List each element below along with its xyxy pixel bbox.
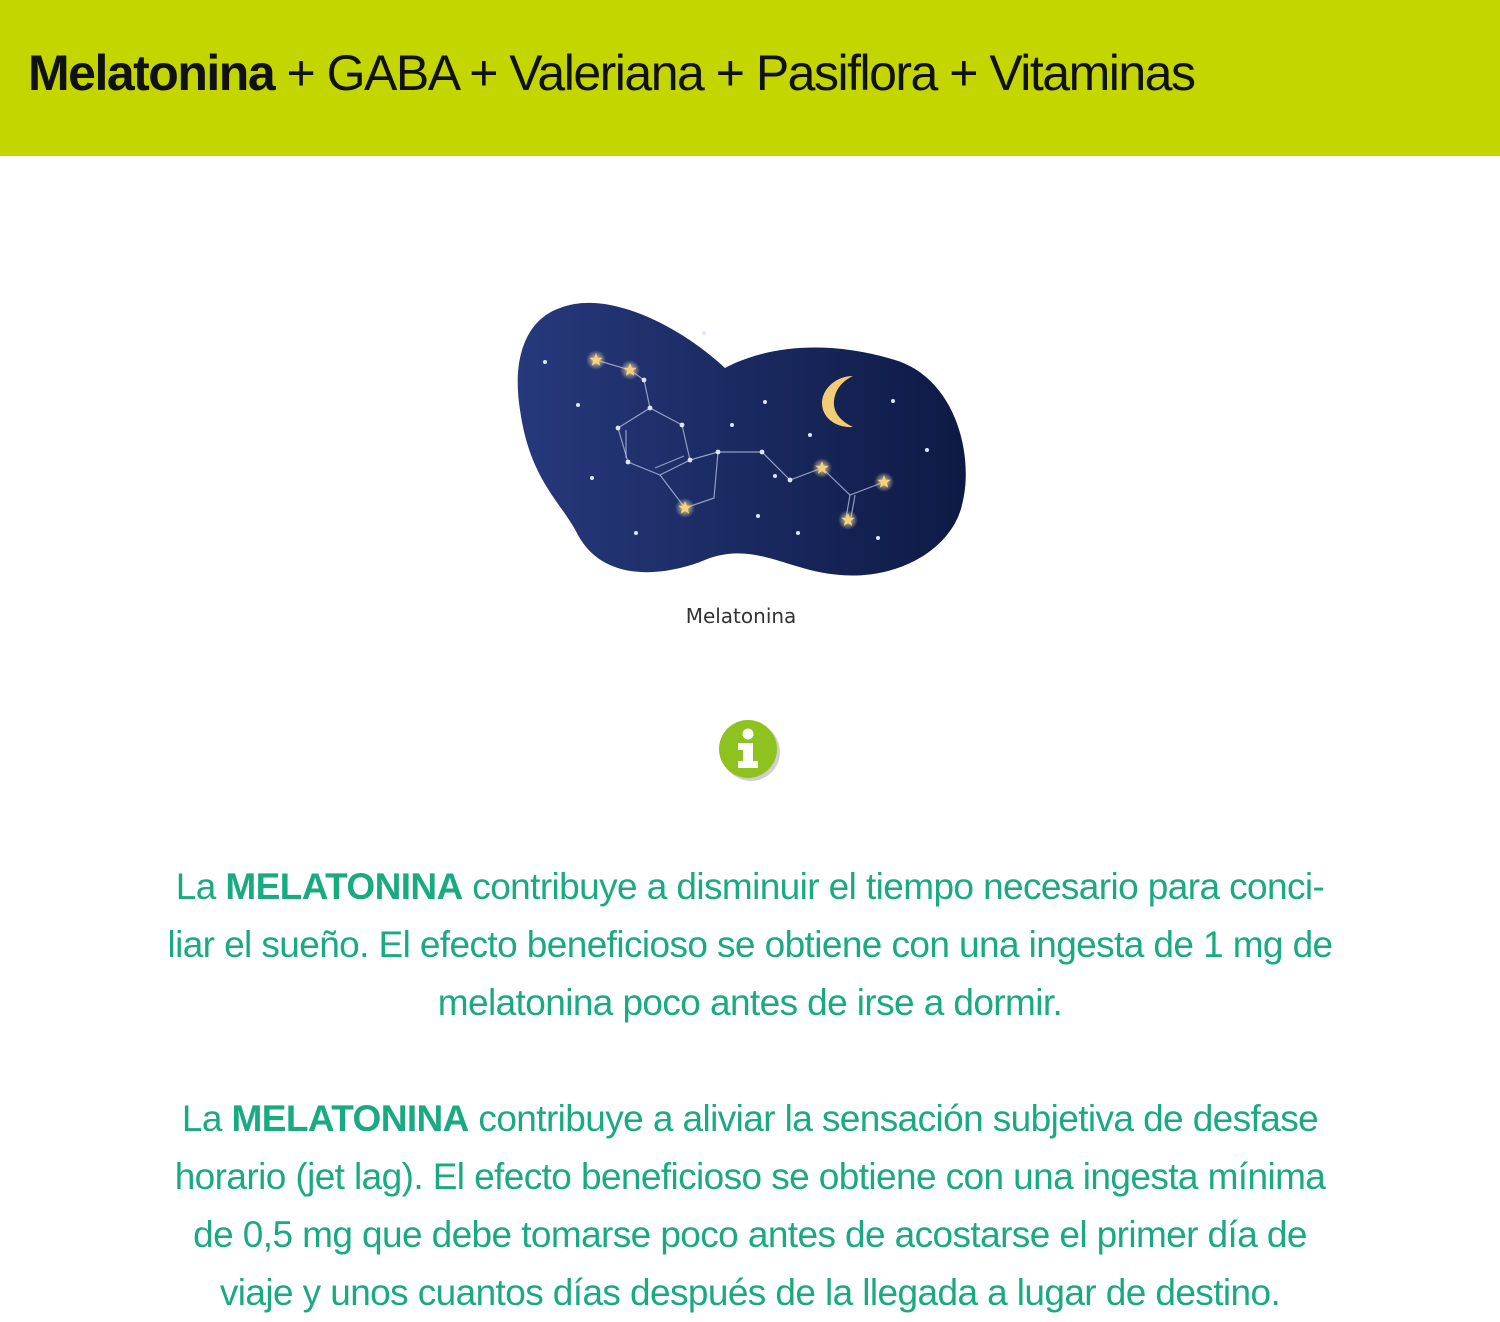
info-icon	[716, 717, 782, 783]
title-ingredients: + GABA + Valeriana + Pasiflora + Vitaminas	[274, 45, 1195, 101]
illustration-caption: Melatonina	[685, 604, 797, 628]
paragraph-text: contribuye a disminuir el tiempo necesario para conci- liar el sueño. El efecto beneficioso se obtiene con una ingesta de 1 mg de melatonina poco antes de irse a dormir.	[167, 866, 1333, 1023]
melatonin-jetlag-paragraph	[160, 1090, 1340, 1322]
paragraph-emphasis: MELATONINA	[231, 1098, 469, 1139]
paragraph-text: contribuye a aliviar la sensación subjetiva de desfase horario (jet lag). El efecto beneficioso se obtiene con una ingesta mínima de 0,5 mg que debe tomarse poco antes de acostarse el primer día de viaje y unos cuantos días después de la llegada a lugar de destino.	[174, 1098, 1326, 1313]
melatonin-illustration	[500, 290, 980, 590]
paragraph-prefix: La	[175, 866, 226, 907]
page-title	[28, 44, 1194, 102]
melatonin-sleep-paragraph	[160, 858, 1340, 1032]
paragraph-prefix: La	[181, 1098, 232, 1139]
header-banner	[0, 0, 1500, 156]
paragraph-emphasis: MELATONINA	[225, 866, 463, 907]
night-sky-blob	[518, 303, 966, 576]
title-highlight: Melatonina	[28, 45, 275, 101]
